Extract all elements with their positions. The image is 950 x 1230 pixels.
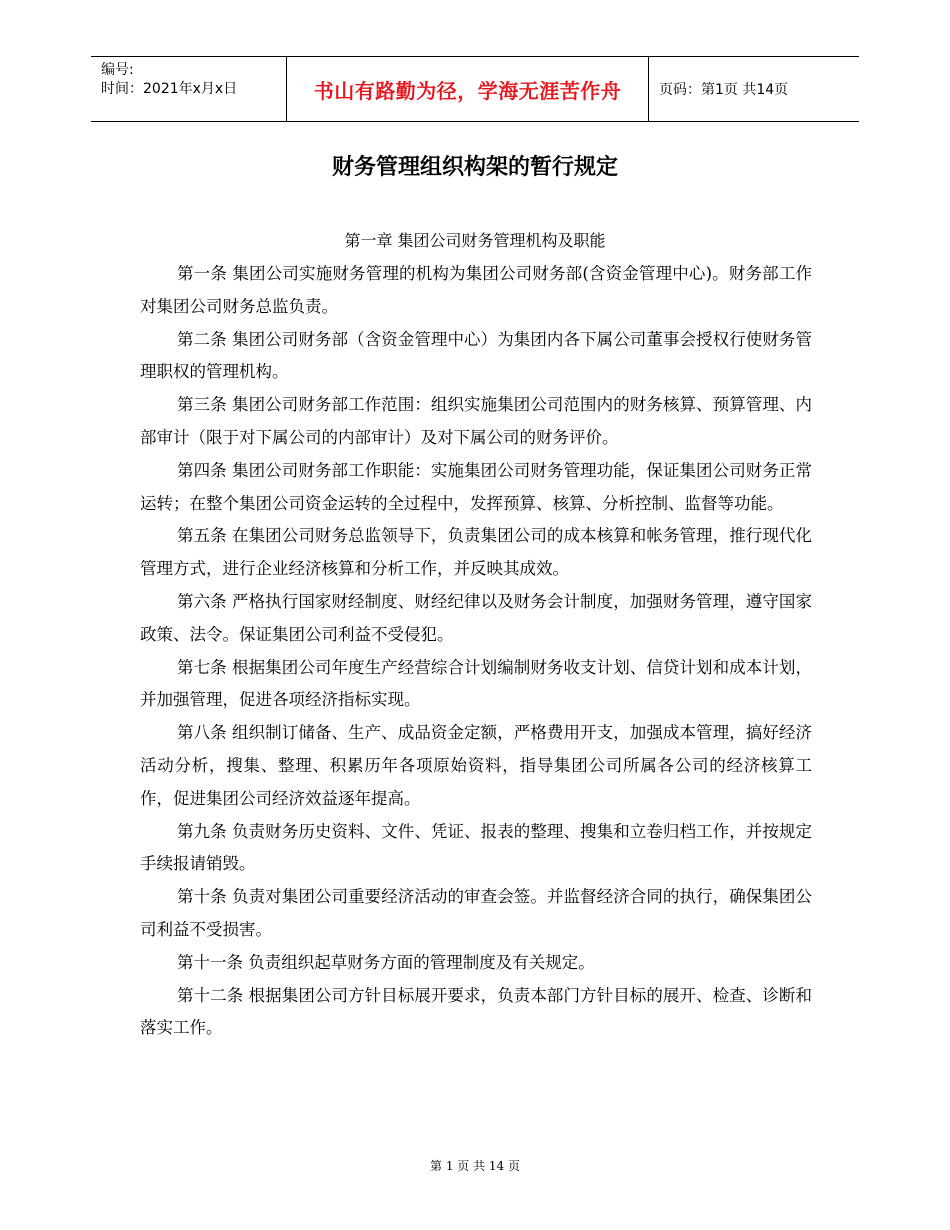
article-paragraph: 第五条 在集团公司财务总监领导下，负责集团公司的成本核算和帐务管理，推行现代化管理方式，进行企业经济核算和分析工作，并反映其成效。 (140, 526, 812, 579)
article-paragraph: 第八条 组织制订储备、生产、成品资金定额，严格费用开支，加强成本管理，搞好经济活动分析，搜集、整理、积累历年各项原始资料，指导集团公司所属各公司的经济核算工作，促进集团公司经济效益逐年提高。 (140, 723, 812, 808)
document-time: 时间：2021年x月x日 (101, 81, 238, 97)
header-meta (91, 57, 286, 121)
chapter-heading: 第一章 集团公司财务管理机构及职能 (344, 231, 606, 250)
document-body (140, 258, 812, 1045)
header-motto: 书山有路勤为径，学海无涯苦作舟 (286, 57, 649, 121)
article-paragraph: 第十条 负责对集团公司重要经济活动的审查会签。并监督经济合同的执行，确保集团公司利益不受损害。 (140, 887, 812, 939)
article-paragraph: 第三条 集团公司财务部工作范围：组织实施集团公司范围内的财务核算、预算管理、内部审计（限于对下属公司的内部审计）及对下属公司的财务评价。 (140, 395, 812, 447)
page-header (91, 56, 859, 122)
article-paragraph: 第十二条 根据集团公司方针目标展开要求，负责本部门方针目标的展开、检查、诊断和落实工作。 (140, 985, 812, 1038)
article-paragraph: 第十一条 负责组织起草财务方面的管理制度及有关规定。 (177, 952, 595, 972)
document-title: 财务管理组织构架的暂行规定 (331, 155, 618, 180)
article-paragraph: 第一条 集团公司实施财务管理的机构为集团公司财务部(含资金管理中心)。财务部工作对集团公司财务总监负责。 (140, 264, 812, 316)
document-number-label: 编号: (101, 62, 134, 78)
article-paragraph: 第四条 集团公司财务部工作职能：实施集团公司财务管理功能，保证集团公司财务正常运转；在整个集团公司资金运转的全过程中，发挥预算、核算、分析控制、监督等功能。 (140, 460, 812, 513)
article-paragraph: 第二条 集团公司财务部（含资金管理中心）为集团内各下属公司董事会授权行使财务管理职权的管理机构。 (140, 329, 812, 382)
article-paragraph: 第九条 负责财务历史资料、文件、凭证、报表的整理、搜集和立卷归档工作，并按规定手续报请销毁。 (140, 821, 812, 874)
header-page-info: 页码：第1页 共14页 (659, 82, 789, 98)
article-paragraph: 第七条 根据集团公司年度生产经营综合计划编制财务收支计划、信贷计划和成本计划，并加强管理，促进各项经济指标实现。 (140, 657, 812, 710)
page-footer: 第 1 页 共 14 页 (430, 1159, 520, 1173)
article-paragraph: 第六条 严格执行国家财经制度、财经纪律以及财务会计制度，加强财务管理，遵守国家政策、法令。保证集团公司利益不受侵犯。 (140, 591, 812, 644)
